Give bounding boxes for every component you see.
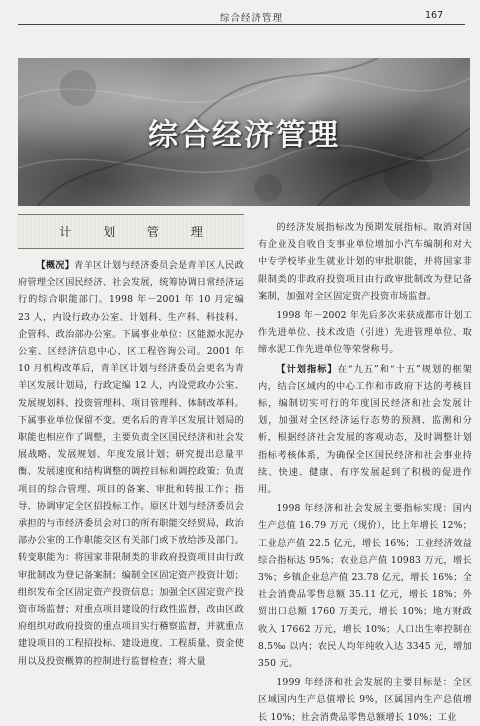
page-number: 167 xyxy=(425,10,444,21)
plan-indicators-text: 在“九五”和“十五”规划的框架内，结合区域内的中心工作和市政府下达的考核目标，编制切实可行的年度国民经济和社会发展计划，加强对全区经济运行态势的预测、监测和分析，根据经济社会发展的客观动态，及时调整计划指标考核体系，为确保全区国民经济和社会事业持续、快速、健康、有序发展起到了积极的促进作用。 xyxy=(258,363,473,496)
header-rule xyxy=(18,24,465,25)
left-column xyxy=(18,214,244,670)
overview-paragraph xyxy=(18,257,244,670)
chapter-title: 综合经济管理 xyxy=(148,118,340,153)
overview-tag: 【概况】 xyxy=(36,260,75,271)
continued-paragraph: 的经济发展指标改为预期发展指标。取消对国有企业及自收自支事业单位增加小汽车编制和对大中专学校毕业生就业计划的审批职能，并将国家非限制类的非政府投资项目由行政审批制改为登记备案制，加强对全区固定资产投资市场监督。 xyxy=(258,222,472,302)
targets-1999-paragraph: 1999 年经济和社会发展的主要目标是：全区区域国内生产总值增长 9%，区属国内生产总值增长 10%；社会消费品零售总额增长 10%；工业 xyxy=(258,677,472,723)
running-header xyxy=(0,0,480,24)
plan-indicators-paragraph xyxy=(258,361,472,499)
section-heading: 计 划 管 理 xyxy=(18,214,244,249)
overview-text: 青羊区计划与经济委员会是青羊区人民政府管理全区国民经济、社会发展，统筹协调日常经济运行的综合职能部门。1998 年－2001 年 10 月定编 23 人，内设行政办公室、计划科、生产科、科技科、企管科、政治部办公室。下属事业单位：区能源水泥办公室、区经济信息中心、区工程咨询公司。2001 年 10 月机构改革后，青羊区计划与经济委员会更名为青羊区发展计划局，行政定编 12 人，内设党政办公室、发展规划科、投资管理科、项目管理科、体制改革科。下属事业单位保留不变。更名后的青羊区发展计划局的职能也相应作了调整，主要负责全区国民经济和社会发展战略、发展规划、年度发展计划；研究提出总量平衡、发展速度和结构调整的调控目标和调控政策；负责项目的综合管理、项目的备案、审批和转报工作；指导、协调审定全区招投标工作。原区计划与经济委员会承担的与市经济委员会对口的所有职能交经贸局，政治部办公室的工作职能交区有关部门或下放给涉及部门。转变职能为：将国家非限制类的非政府投资项目由行政审批制改为登记备案制；编制全区固定资产投资计划；组织发布全区固定资产投资信息；加强全区固定资产投资市场监督；对重点项目建设的行政性监督，改由区政府组织对政府投资的重点项目实行稽察监督，并就重点建设项目的工程招投标、建设进度、工程质量、资金使用以及投资概算的控制进行监督检查；将大量 xyxy=(18,260,244,667)
right-column xyxy=(258,219,472,726)
chapter-banner xyxy=(18,58,470,206)
running-title: 综合经济管理 xyxy=(220,13,284,24)
honors-paragraph: 1998 年－2002 年先后多次来获成都市计划工作先进单位、技术改造（引进）先进管理单位、取缔水泥工作先进单位等荣誉称号。 xyxy=(258,310,472,356)
indicators-1998-paragraph: 1998 年经济和社会发展主要指标实现：国内生产总值 16.79 万元（现价），比上年增长 12%；工业总产值 22.5 亿元，增长 16%；工业经济效益综合指标达 95%；农业总产值 10983 万元，增长 3%；乡镇企业总产值 23.78 亿元，增长 16%；全社会消费品零售总额 35.11 亿元，增长 18%；外贸出口总额 1760 万美元，增长 10%；地方财政收入 17662 万元，增长 10%；人口出生率控制在 8.5‰ 以内；农民人均年纯收入达 3345 元，增加 350 元。 xyxy=(258,503,472,670)
plan-indicators-tag: 【计划指标】 xyxy=(276,363,338,375)
